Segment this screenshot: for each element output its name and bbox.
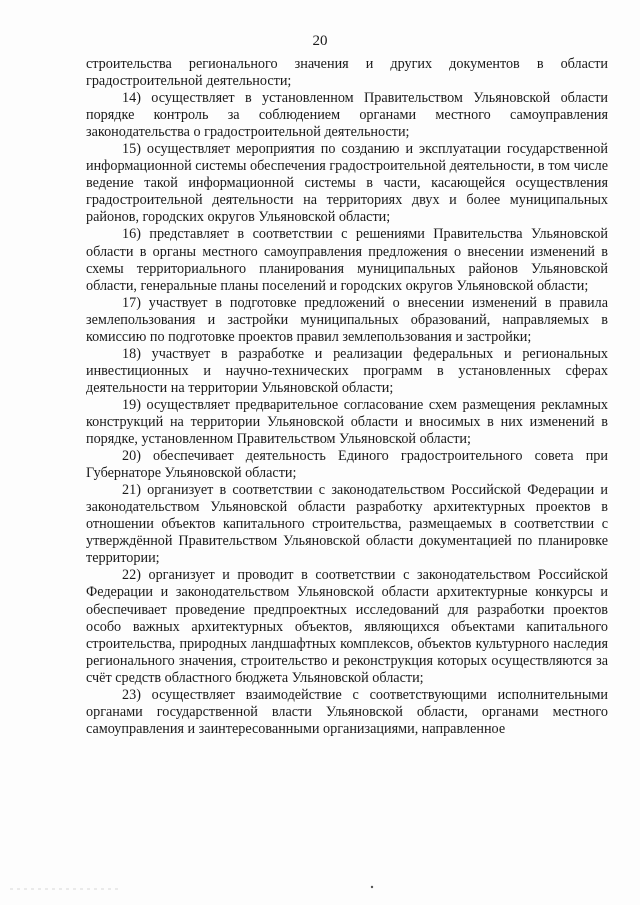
paragraph-item-22: 22) организует и проводит в соответствии с законодательством Российской Федерации и законодательством Ульяновской области архитектурные конкурсы и обеспечивает проведение предпроектных исследований для разработки проектов особо важных архитектурных объектов, являющихся объектами капитального строительства, природных ландшафтных комплексов, объектов культурного наследия регионального значения, строительство и реконструкция которых осуществляются за счёт средств областного бюджета Ульяновской области; [86,567,608,686]
paragraph-item-14: 14) осуществляет в установленном Правительством Ульяновской области порядке контроль за соблюдением органами местного самоуправления законодательства о градостроительной деятельности; [86,90,608,141]
scan-artifact [0,877,640,897]
paragraph-item-23: 23) осуществляет взаимодействие с соответствующими исполнительными органами государственной власти Ульяновской области, органами местного самоуправления и заинтересованными организациями, направленное [86,686,608,737]
paragraph-item-15: 15) осуществляет мероприятия по созданию и эксплуатации государственной информационной системы обеспечения градостроительной деятельности, в том числе ведение такой информационной системы в части, касающейся осуществления градостроительной деятельности на территориях двух и более муниципальных районов, городских округов Ульяновской области; [86,141,608,226]
paragraph-item-21: 21) организует в соответствии с законодательством Российской Федерации и законодательством Ульяновской области разработку архитектурных проектов в отношении объектов капитального строительства, размещаемых в соответствии с утверждённой Правительством Ульяновской области документацией по планировке территории; [86,482,608,567]
paragraph-item-19: 19) осуществляет предварительное согласование схем размещения рекламных конструкций на территории Ульяновской области и вносимых в них изменений в порядке, установленном Правительством Ульяновской области; [86,396,608,448]
paragraph-item-20: 20) обеспечивает деятельность Единого градостроительного совета при Губернаторе Ульяновской области; [86,448,608,482]
paragraph-continuation: строительства регионального значения и других документов в области градостроительной деятельности; [86,56,608,90]
paragraph-item-17: 17) участвует в подготовке предложений о внесении изменений в правила землепользования и застройки муниципальных образований, направляемых в комиссию по подготовке проектов правил землепользования и застройки; [86,294,608,345]
body-text [86,56,608,738]
page-number: 20 [312,33,328,49]
paragraph-item-18: 18) участвует в разработке и реализации федеральных и региональных инвестиционных и научно-технических программ в установленных сферах деятельности на территории Ульяновской области; [86,345,608,396]
paragraph-item-16: 16) представляет в соответствии с решениями Правительства Ульяновской области в органы местного самоуправления предложения о внесении изменений в схемы территориального планирования муниципальных районов Ульяновской области, генеральные планы поселений и городских округов Ульяновской области; [86,226,608,294]
